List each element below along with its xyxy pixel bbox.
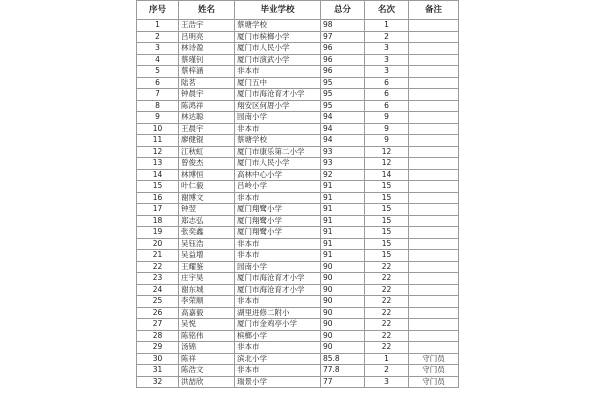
cell-note [409, 20, 459, 32]
cell-school: 湖里进修二附小 [235, 307, 321, 319]
table-row [137, 43, 459, 55]
cell-rank: 6 [365, 77, 409, 89]
cell-school: 厦门市人民小学 [235, 158, 321, 170]
table-row [137, 89, 459, 101]
cell-no: 8 [137, 100, 179, 112]
cell-name: 钟晨宇 [179, 89, 235, 101]
cell-school: 非本市 [235, 296, 321, 308]
cell-note [409, 307, 459, 319]
cell-school: 非本市 [235, 238, 321, 250]
cell-no: 17 [137, 204, 179, 216]
header-note: 备注 [409, 1, 459, 20]
cell-score: 95 [321, 77, 365, 89]
cell-score: 90 [321, 296, 365, 308]
cell-rank: 22 [365, 273, 409, 285]
cell-name: 吴悦 [179, 319, 235, 331]
cell-no: 10 [137, 123, 179, 135]
table-row [137, 296, 459, 308]
cell-rank: 3 [365, 43, 409, 55]
cell-score: 98 [321, 20, 365, 32]
table-row [137, 365, 459, 377]
table-row [137, 376, 459, 388]
cell-name: 谢博文 [179, 192, 235, 204]
table-row [137, 215, 459, 227]
cell-name: 王耀鉴 [179, 261, 235, 273]
cell-school: 厦门市人民小学 [235, 43, 321, 55]
cell-no: 18 [137, 215, 179, 227]
cell-note [409, 319, 459, 331]
cell-school: 厦门市康乐第二小学 [235, 146, 321, 158]
header-row [137, 1, 459, 20]
cell-school: 厦门翔鹭小学 [235, 204, 321, 216]
header-name: 姓名 [179, 1, 235, 20]
cell-no: 27 [137, 319, 179, 331]
cell-rank: 9 [365, 135, 409, 147]
cell-note [409, 112, 459, 124]
table-row [137, 66, 459, 78]
table-row [137, 169, 459, 181]
table-row [137, 284, 459, 296]
cell-score: 91 [321, 192, 365, 204]
cell-note [409, 204, 459, 216]
table-row [137, 192, 459, 204]
cell-rank: 3 [365, 66, 409, 78]
cell-no: 9 [137, 112, 179, 124]
cell-name: 蔡瑾钊 [179, 54, 235, 66]
table-row [137, 204, 459, 216]
cell-school: 厦门翔鹭小学 [235, 227, 321, 239]
cell-rank: 15 [365, 227, 409, 239]
cell-note [409, 100, 459, 112]
cell-rank: 12 [365, 146, 409, 158]
cell-note [409, 77, 459, 89]
cell-rank: 15 [365, 238, 409, 250]
cell-rank: 22 [365, 330, 409, 342]
cell-note [409, 43, 459, 55]
cell-school: 厦门市演武小学 [235, 54, 321, 66]
cell-school: 蔡塘学校 [235, 20, 321, 32]
cell-note [409, 273, 459, 285]
cell-score: 94 [321, 123, 365, 135]
cell-no: 24 [137, 284, 179, 296]
cell-score: 77 [321, 376, 365, 388]
cell-rank: 15 [365, 181, 409, 193]
header-score: 总分 [321, 1, 365, 20]
cell-score: 90 [321, 319, 365, 331]
header-rank: 名次 [365, 1, 409, 20]
cell-school: 厦门市槟榔小学 [235, 31, 321, 43]
table-row [137, 227, 459, 239]
cell-name: 陈浩文 [179, 365, 235, 377]
cell-note [409, 227, 459, 239]
cell-note [409, 158, 459, 170]
cell-no: 16 [137, 192, 179, 204]
cell-note [409, 89, 459, 101]
table-row [137, 20, 459, 32]
cell-note: 守门员 [409, 365, 459, 377]
cell-name: 蔡梓涵 [179, 66, 235, 78]
cell-rank: 1 [365, 20, 409, 32]
cell-name: 王浩宇 [179, 20, 235, 32]
header-school: 毕业学校 [235, 1, 321, 20]
cell-rank: 22 [365, 284, 409, 296]
table-row [137, 31, 459, 43]
cell-school: 翔安区何厝小学 [235, 100, 321, 112]
cell-school: 槟榔小学 [235, 330, 321, 342]
cell-score: 93 [321, 146, 365, 158]
cell-no: 15 [137, 181, 179, 193]
cell-note: 守门员 [409, 353, 459, 365]
cell-no: 19 [137, 227, 179, 239]
cell-no: 25 [137, 296, 179, 308]
cell-note [409, 123, 459, 135]
cell-name: 谢东城 [179, 284, 235, 296]
cell-name: 陆茗 [179, 77, 235, 89]
cell-rank: 15 [365, 215, 409, 227]
cell-score: 93 [321, 158, 365, 170]
cell-no: 26 [137, 307, 179, 319]
cell-rank: 22 [365, 296, 409, 308]
cell-rank: 22 [365, 261, 409, 273]
cell-no: 1 [137, 20, 179, 32]
cell-rank: 22 [365, 319, 409, 331]
cell-school: 瑞景小学 [235, 376, 321, 388]
cell-rank: 3 [365, 54, 409, 66]
cell-no: 4 [137, 54, 179, 66]
cell-no: 5 [137, 66, 179, 78]
cell-score: 95 [321, 100, 365, 112]
cell-school: 厦门五中 [235, 77, 321, 89]
cell-score: 92 [321, 169, 365, 181]
cell-name: 郑志弘 [179, 215, 235, 227]
cell-rank: 22 [365, 307, 409, 319]
cell-school: 厦门市海沧育才小学 [235, 284, 321, 296]
cell-school: 厦门市海沧育才小学 [235, 273, 321, 285]
ranking-table [136, 0, 459, 388]
cell-name: 陈铭伟 [179, 330, 235, 342]
table-row [137, 146, 459, 158]
cell-no: 13 [137, 158, 179, 170]
cell-note [409, 192, 459, 204]
cell-name: 吴益增 [179, 250, 235, 262]
cell-score: 91 [321, 181, 365, 193]
table-row [137, 273, 459, 285]
table-row [137, 353, 459, 365]
cell-name: 林博恒 [179, 169, 235, 181]
cell-no: 2 [137, 31, 179, 43]
cell-score: 97 [321, 31, 365, 43]
cell-note [409, 342, 459, 354]
cell-no: 31 [137, 365, 179, 377]
cell-rank: 1 [365, 353, 409, 365]
cell-note [409, 296, 459, 308]
table-row [137, 181, 459, 193]
cell-note [409, 284, 459, 296]
cell-name: 林诗盈 [179, 43, 235, 55]
table-row [137, 100, 459, 112]
cell-note [409, 181, 459, 193]
cell-school: 厦门市金鸡亭小学 [235, 319, 321, 331]
cell-rank: 9 [365, 112, 409, 124]
cell-no: 20 [137, 238, 179, 250]
cell-rank: 15 [365, 250, 409, 262]
cell-school: 园南小学 [235, 261, 321, 273]
cell-score: 90 [321, 330, 365, 342]
cell-rank: 15 [365, 192, 409, 204]
cell-score: 91 [321, 227, 365, 239]
cell-note [409, 169, 459, 181]
cell-school: 非本市 [235, 192, 321, 204]
table-row [137, 54, 459, 66]
cell-name: 高嘉毅 [179, 307, 235, 319]
cell-name: 钟翌 [179, 204, 235, 216]
cell-note [409, 215, 459, 227]
cell-name: 李荣顺 [179, 296, 235, 308]
cell-no: 14 [137, 169, 179, 181]
cell-name: 洪喆欣 [179, 376, 235, 388]
cell-note [409, 31, 459, 43]
table-row [137, 319, 459, 331]
cell-school: 厦门翔鹭小学 [235, 215, 321, 227]
cell-name: 王晨宇 [179, 123, 235, 135]
table-row [137, 250, 459, 262]
cell-school: 非本市 [235, 250, 321, 262]
cell-no: 32 [137, 376, 179, 388]
table-row [137, 261, 459, 273]
cell-rank: 12 [365, 158, 409, 170]
cell-name: 陈鸿祥 [179, 100, 235, 112]
cell-score: 90 [321, 307, 365, 319]
cell-no: 28 [137, 330, 179, 342]
cell-name: 廖健锟 [179, 135, 235, 147]
cell-note [409, 261, 459, 273]
cell-name: 江秋虹 [179, 146, 235, 158]
cell-score: 94 [321, 135, 365, 147]
cell-rank: 6 [365, 89, 409, 101]
cell-name: 林达聪 [179, 112, 235, 124]
cell-name: 叶仁毅 [179, 181, 235, 193]
table-row [137, 238, 459, 250]
table-row [137, 123, 459, 135]
cell-rank: 3 [365, 376, 409, 388]
cell-rank: 2 [365, 365, 409, 377]
table-row [137, 307, 459, 319]
cell-note [409, 250, 459, 262]
table-row [137, 112, 459, 124]
cell-school: 吕岭小学 [235, 181, 321, 193]
cell-name: 汤锦 [179, 342, 235, 354]
cell-no: 11 [137, 135, 179, 147]
cell-school: 非本市 [235, 365, 321, 377]
cell-no: 30 [137, 353, 179, 365]
cell-no: 3 [137, 43, 179, 55]
cell-rank: 9 [365, 123, 409, 135]
cell-score: 85.8 [321, 353, 365, 365]
cell-name: 庄宇昊 [179, 273, 235, 285]
table-row [137, 342, 459, 354]
cell-score: 90 [321, 273, 365, 285]
cell-note [409, 238, 459, 250]
cell-no: 21 [137, 250, 179, 262]
cell-name: 吴钰浩 [179, 238, 235, 250]
cell-note: 守门员 [409, 376, 459, 388]
table-body [137, 20, 459, 388]
cell-name: 张奕鑫 [179, 227, 235, 239]
cell-no: 23 [137, 273, 179, 285]
cell-name: 曾俊杰 [179, 158, 235, 170]
header-no: 序号 [137, 1, 179, 20]
cell-score: 90 [321, 261, 365, 273]
cell-school: 非本市 [235, 66, 321, 78]
table-row [137, 135, 459, 147]
cell-note [409, 146, 459, 158]
table-row [137, 330, 459, 342]
cell-score: 91 [321, 215, 365, 227]
cell-note [409, 330, 459, 342]
cell-no: 7 [137, 89, 179, 101]
table-row [137, 77, 459, 89]
cell-note [409, 135, 459, 147]
cell-score: 77.8 [321, 365, 365, 377]
cell-no: 22 [137, 261, 179, 273]
cell-note [409, 54, 459, 66]
table-row [137, 158, 459, 170]
cell-no: 12 [137, 146, 179, 158]
cell-score: 95 [321, 89, 365, 101]
cell-note [409, 66, 459, 78]
cell-school: 非本市 [235, 342, 321, 354]
cell-no: 29 [137, 342, 179, 354]
cell-score: 91 [321, 204, 365, 216]
cell-school: 非本市 [235, 123, 321, 135]
cell-school: 滨北小学 [235, 353, 321, 365]
cell-name: 陈祥 [179, 353, 235, 365]
cell-school: 厦门市海沧育才小学 [235, 89, 321, 101]
cell-rank: 14 [365, 169, 409, 181]
cell-school: 园南小学 [235, 112, 321, 124]
cell-score: 96 [321, 43, 365, 55]
cell-score: 90 [321, 284, 365, 296]
cell-school: 高林中心小学 [235, 169, 321, 181]
cell-score: 94 [321, 112, 365, 124]
cell-rank: 15 [365, 204, 409, 216]
cell-rank: 2 [365, 31, 409, 43]
cell-rank: 6 [365, 100, 409, 112]
cell-name: 吕明亮 [179, 31, 235, 43]
cell-no: 6 [137, 77, 179, 89]
cell-score: 91 [321, 250, 365, 262]
cell-score: 96 [321, 54, 365, 66]
cell-score: 96 [321, 66, 365, 78]
cell-score: 91 [321, 238, 365, 250]
cell-school: 蔡塘学校 [235, 135, 321, 147]
cell-rank: 22 [365, 342, 409, 354]
cell-score: 90 [321, 342, 365, 354]
